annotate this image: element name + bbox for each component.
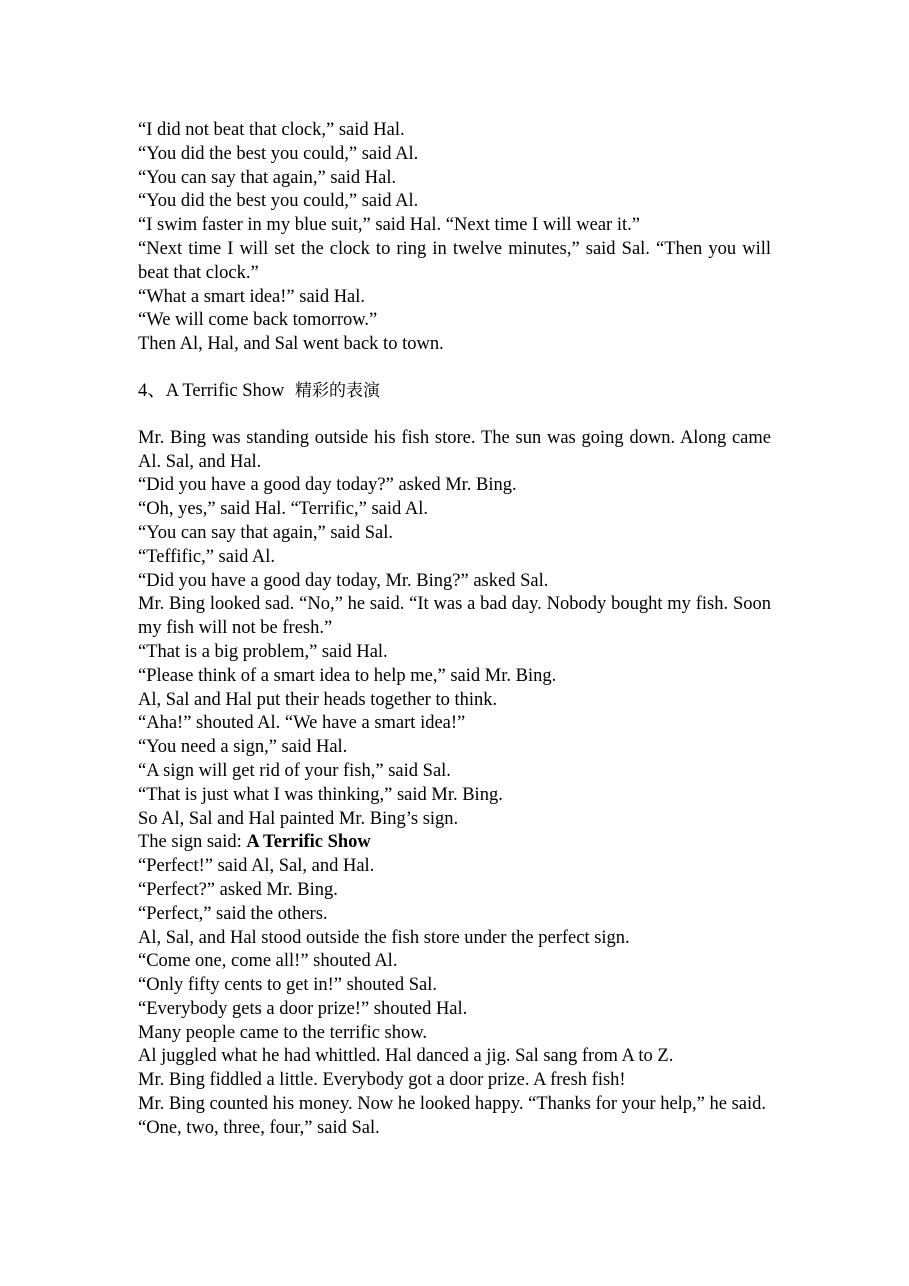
text-line: “I did not beat that clock,” said Hal. <box>138 120 405 140</box>
text-line: “Only fifty cents to get in!” shouted Sal. <box>138 975 438 996</box>
document-page <box>138 119 771 1141</box>
text-line: “A sign will get rid of your fish,” said Sal. <box>138 760 451 781</box>
text-line: Al, Sal, and Hal stood outside the fish store under the perfect sign. <box>138 927 630 948</box>
sign-text: A Terrific Show <box>246 832 371 853</box>
text-paragraph: Mr. Bing counted his money. Now he looked happy. “Thanks for your help,” he said. <box>138 1094 767 1115</box>
text-line: “Perfect,” said the others. <box>138 903 328 924</box>
text-line: “You can say that again,” said Hal. <box>138 167 397 188</box>
text-line: “Everybody gets a door prize!” shouted Hal. <box>138 998 468 1019</box>
chapter-title-zh: 精彩的表演 <box>295 380 380 401</box>
text-line: “Perfect!” said Al, Sal, and Hal. <box>138 856 375 877</box>
text-paragraph: Mr. Bing was standing outside his fish store. The sun was going down. Along came Al. Sal, and Hal. <box>138 427 771 472</box>
text-line: “That is a big problem,” said Hal. <box>138 641 388 662</box>
sign-prefix: The sign said: <box>138 832 247 853</box>
text-line: “That is just what I was thinking,” said Mr. Bing. <box>138 784 503 805</box>
text-line: “Aha!” shouted Al. “We have a smart idea!” <box>138 713 466 734</box>
text-line: “One, two, three, four,” said Sal. <box>138 1117 380 1138</box>
text-paragraph: “Next time I will set the clock to ring in twelve minutes,” said Sal. “Then you will beat that clock.” <box>138 238 771 283</box>
text-line: “I swim faster in my blue suit,” said Hal. “Next time I will wear it.” <box>138 215 640 236</box>
text-line: Many people came to the terrific show. <box>138 1022 428 1043</box>
text-line: “Did you have a good day today, Mr. Bing?” asked Sal. <box>138 570 549 591</box>
text-line: “Please think of a smart idea to help me,” said Mr. Bing. <box>138 665 557 686</box>
text-line: “Oh, yes,” said Hal. “Terrific,” said Al. <box>138 499 428 520</box>
text-line: Mr. Bing fiddled a little. Everybody got a door prize. A fresh fish! <box>138 1070 626 1091</box>
chapter-heading <box>138 380 771 404</box>
text-line: “You did the best you could,” said Al. <box>138 191 419 212</box>
sign-line <box>138 831 771 855</box>
text-line: “You did the best you could,” said Al. <box>138 143 419 164</box>
text-line: “You can say that again,” said Sal. <box>138 522 394 543</box>
text-line: “Teffific,” said Al. <box>138 546 276 567</box>
story-section-2 <box>138 427 771 1141</box>
chapter-number: 4、 <box>138 380 166 401</box>
text-line: “Come one, come all!” shouted Al. <box>138 951 398 972</box>
text-line: “Did you have a good day today?” asked Mr. Bing. <box>138 475 517 496</box>
text-line: Then Al, Hal, and Sal went back to town. <box>138 334 444 355</box>
story-section-1 <box>138 119 771 357</box>
text-line: Al juggled what he had whittled. Hal danced a jig. Sal sang from A to Z. <box>138 1046 674 1067</box>
text-line: Al, Sal and Hal put their heads together to think. <box>138 689 498 710</box>
text-line: “Perfect?” asked Mr. Bing. <box>138 879 338 900</box>
text-line: “You need a sign,” said Hal. <box>138 737 348 758</box>
text-paragraph: Mr. Bing looked sad. “No,” he said. “It was a bad day. Nobody bought my fish. Soon my fish will not be fresh.” <box>138 594 771 639</box>
chapter-title-en: A Terrific Show <box>165 380 285 401</box>
text-line: So Al, Sal and Hal painted Mr. Bing’s sign. <box>138 808 459 829</box>
text-line: “What a smart idea!” said Hal. <box>138 286 366 307</box>
text-line: “We will come back tomorrow.” <box>138 310 378 331</box>
